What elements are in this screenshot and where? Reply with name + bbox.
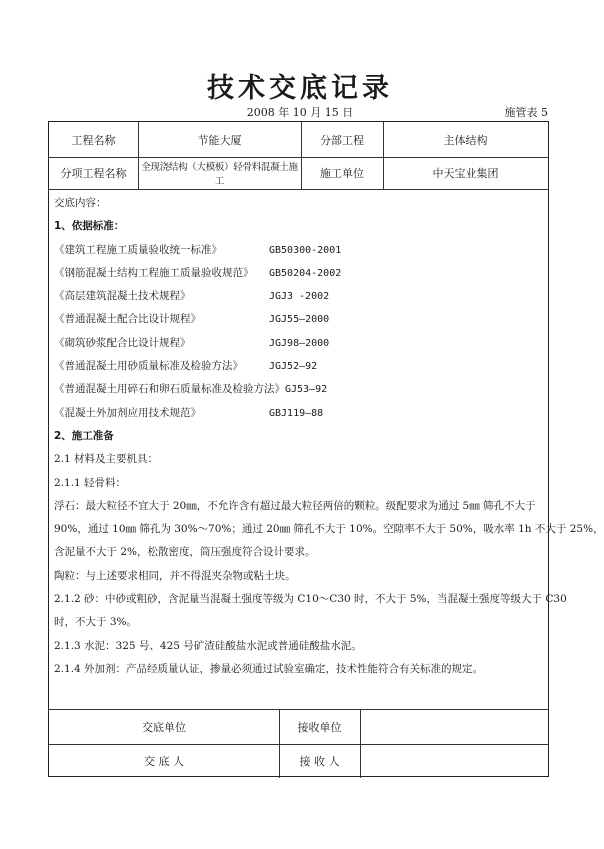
receiver-unit-label: 接收单位 [297, 720, 342, 734]
standard-item [54, 402, 544, 425]
standard-code: JGJ52—92 [269, 361, 318, 373]
row-divider [49, 189, 548, 190]
standard-name: 《砌筑砂浆配合比设计规程》 [54, 336, 191, 349]
standard-item [54, 332, 544, 355]
handover-person-label: 交 底 人 [144, 755, 184, 768]
content-line: 浮石：最大粒径不宜大于 20㎜，不允许含有超过最大粒径两倍的颗粒。级配要求为通过 5㎜ 筛孔不大于 [54, 499, 536, 512]
standard-code: GB50204-2002 [269, 267, 342, 279]
page-title: 技术交底记录 [207, 73, 393, 104]
standard-item [54, 239, 544, 262]
standard-name: 《普通混凝土配合比设计规程》 [54, 313, 201, 326]
standard-item [54, 378, 544, 401]
handover-unit-label: 交底单位 [142, 720, 186, 734]
construction-unit-value: 中天宝业集团 [432, 167, 499, 180]
content-intro: 交底内容： [54, 197, 107, 209]
column-divider [360, 709, 361, 778]
standard-code: GJ53—92 [285, 384, 328, 396]
subproject-label: 分项工程名称 [60, 167, 127, 180]
handover-content [54, 192, 604, 681]
content-line: 2.1.3 水泥：325 号、425 号矿渣硅酸盐水泥或普通硅酸盐水泥。 [54, 639, 362, 652]
standard-item [54, 285, 544, 308]
standard-name: 《建筑工程施工质量验收统一标准》 [54, 243, 222, 256]
standard-item [54, 308, 544, 331]
section-heading-standards: 1、依据标准： [54, 220, 125, 233]
subproject-value: 全现浇结构（大模板）轻骨料混凝土施工 [141, 162, 298, 187]
division-value: 主体结构 [443, 133, 488, 147]
content-line: 2.1.4 外加剂：产品经质量认证，掺量必须通过试验室确定，技术性能符合有关标准的规定。 [54, 662, 484, 675]
content-line: 时，不大于 3%。 [54, 616, 137, 629]
construction-unit-label: 施工单位 [320, 167, 364, 180]
content-line: 含泥量不大于 2%，松散密度，筒压强度符合设计要求。 [54, 546, 316, 559]
standard-code: JGJ98—2000 [269, 337, 330, 349]
content-line: 2.1.2 砂：中砂或粗砂，含泥量当混凝土强度等级为 C10～C30 时，不大于 5%，当混凝土强度等级大于 C30 [54, 593, 567, 606]
standard-name: 《普通混凝土用砂质量标准及检验方法》 [54, 360, 243, 373]
standard-item [54, 262, 544, 285]
standard-item [54, 355, 544, 378]
receiver-person-label: 接 收 人 [299, 755, 340, 768]
standard-name: 《高层建筑混凝土技术规程》 [54, 290, 191, 303]
standard-code: GB50300-2001 [269, 244, 342, 256]
record-date: 2008 年 10 月 15 日 [246, 106, 354, 119]
project-name-label: 工程名称 [71, 133, 116, 147]
standard-code: JGJ3 -2002 [269, 291, 330, 303]
standards-list [54, 239, 544, 425]
form-number: 施管表 5 [504, 106, 548, 119]
content-line: 90%，通过 10㎜ 筛孔为 30%～70%；通过 20㎜ 筛孔不大于 10%。空隙率不大于 50%，吸水率 1h 不大于 25%， [54, 523, 604, 536]
content-line: 陶粒：与上述要求相同，并不得混夹杂物或粘土块。 [54, 569, 296, 582]
standard-code: JGJ55—2000 [269, 314, 330, 326]
project-name-value: 节能大厦 [197, 133, 242, 147]
section-heading-preparation: 2、施工准备 [54, 429, 114, 442]
content-line: 2.1 材料及主要机具： [54, 453, 159, 466]
division-label: 分部工程 [320, 133, 364, 147]
standard-name: 《混凝土外加剂应用技术规范》 [54, 406, 201, 419]
content-line: 2.1.1 轻骨料： [54, 476, 127, 489]
standard-code: GBJ119—88 [269, 407, 324, 419]
standard-name: 《普通混凝土用碎石和卵石质量标准及检验方法》 [54, 383, 285, 396]
standard-name: 《钢筋混凝土结构工程施工质量验收规范》 [54, 266, 254, 279]
